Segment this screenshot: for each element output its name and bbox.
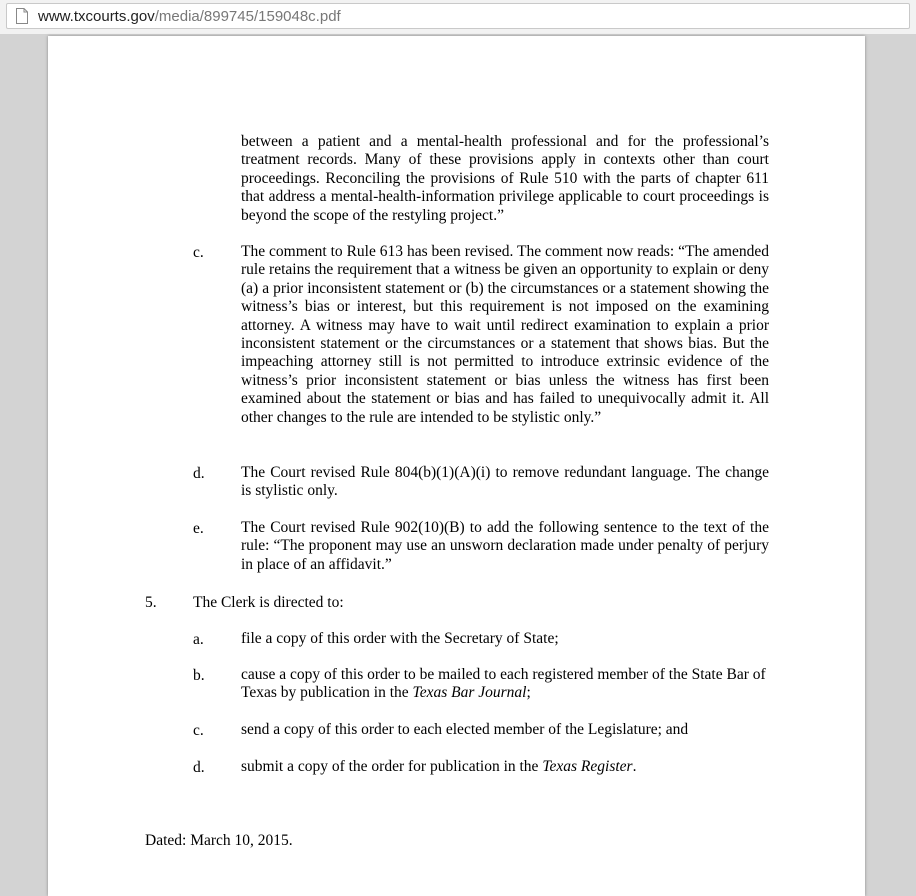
item-5c-text: send a copy of this order to each elected member of the Legislature; and bbox=[241, 721, 689, 738]
item-5d-text: submit a copy of the order for publication in the Texas Register. bbox=[241, 758, 637, 775]
document-icon bbox=[15, 8, 29, 24]
texas-bar-journal-title: Texas Bar Journal bbox=[412, 684, 527, 702]
url-path: /media/899745/159048c.pdf bbox=[154, 8, 341, 25]
pdf-page bbox=[48, 36, 865, 896]
dated-line: Dated: March 10, 2015. bbox=[145, 832, 293, 849]
url-field[interactable] bbox=[6, 3, 910, 29]
item-e-text: The Court revised Rule 902(10)(B) to add the following sentence to the text of the rule: “The proponent may use an unsworn declaration made under penalty of perjury in place of an affidavit.” bbox=[241, 519, 769, 573]
item-5b-label: b. bbox=[193, 667, 205, 684]
item-d-text: The Court revised Rule 804(b)(1)(A)(i) to remove redundant language. The change is stylistic only. bbox=[241, 464, 769, 500]
item-5-number: 5. bbox=[145, 594, 157, 611]
item-5-text: The Clerk is directed to: bbox=[193, 594, 344, 611]
item-5d-label: d. bbox=[193, 759, 205, 776]
pdf-viewer[interactable] bbox=[0, 34, 916, 869]
address-bar bbox=[0, 0, 916, 34]
url-host: www.txcourts.gov bbox=[38, 8, 155, 25]
item-c-label: c. bbox=[193, 244, 204, 261]
url-text[interactable] bbox=[38, 8, 341, 25]
item-e-label: e. bbox=[193, 520, 204, 537]
item-5a-label: a. bbox=[193, 631, 204, 648]
item-5c-label: c. bbox=[193, 722, 204, 739]
item-c-text: The comment to Rule 613 has been revised. The comment now reads: “The amended rule retains the requirement that a witness be given an opportunity to explain or deny (a) a prior inconsistent statement or (b) the circumstances or a statement showing the witness’s bias or interest, but this requirement is not imposed on the examining attorney. A witness may have to wait until redirect examination to explain a prior inconsistent statement or the circumstances or a statement that shows bias. But the impeaching attorney still is not permitted to introduce extrinsic evidence of the witness’s prior inconsistent statement or bias unless the witness has first been examined about the statement or bias and has failed to unequivocally admit it. All other changes to the rule are intended to be stylistic only.” bbox=[241, 243, 769, 426]
item-d-label: d. bbox=[193, 465, 205, 482]
continuation-paragraph: between a patient and a mental-health professional and for the professional’s treatment records. Many of these provisions apply in contexts other than court proceedings. Reconciling the provisions of Rule 510 with the parts of chapter 611 that address a mental-health-information privilege applicable to court proceedings is beyond the scope of the restyling project.” bbox=[241, 133, 769, 224]
texas-register-title: Texas Register bbox=[542, 758, 633, 775]
item-5a-text: file a copy of this order with the Secretary of State; bbox=[241, 630, 559, 647]
item-5b-text: cause a copy of this order to be mailed to each registered member of the State Bar of Texas by publication in the Texas Bar Journal; bbox=[241, 666, 766, 702]
